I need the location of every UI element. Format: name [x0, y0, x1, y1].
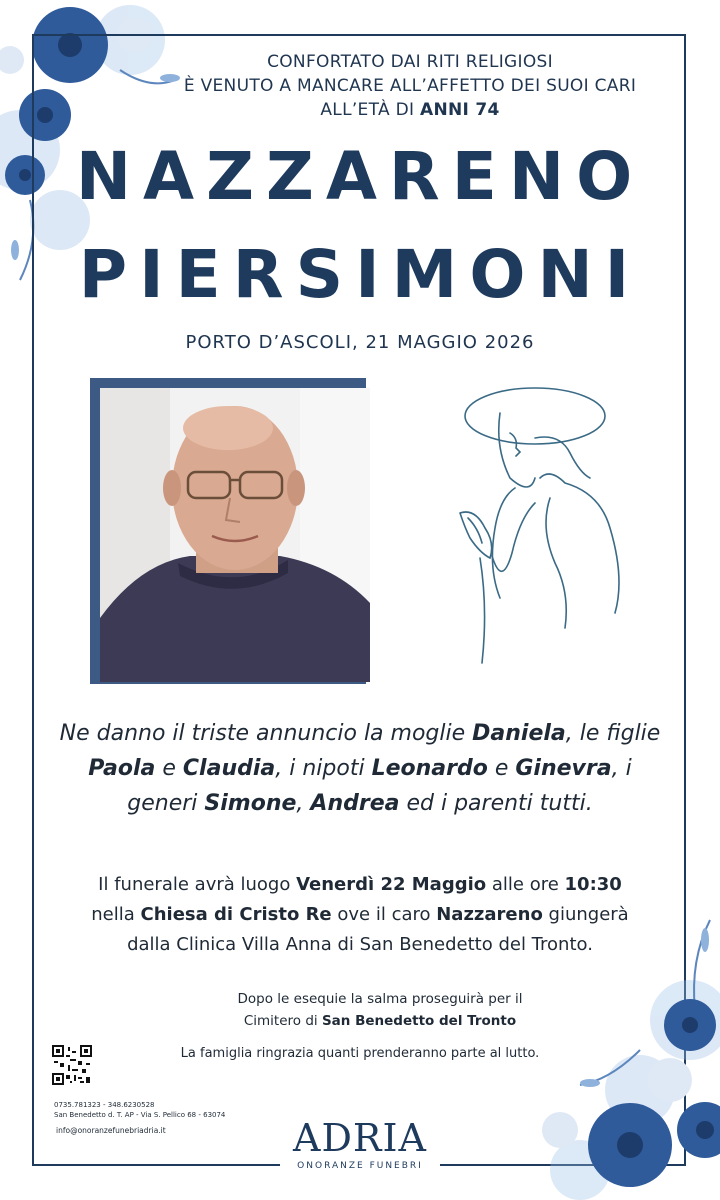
daughter-name-1: Paola — [88, 756, 156, 781]
announce-text-1: Ne danno il triste annuncio la moglie — [59, 721, 473, 746]
agency-logo — [280, 1114, 440, 1184]
qr-code[interactable] — [52, 1045, 92, 1085]
burial-line-1: Dopo le esequie la salma proseguirà per il — [237, 991, 523, 1007]
announce-text-6: , i generi — [127, 756, 632, 816]
funeral-deceased-name: Nazzareno — [436, 904, 543, 925]
grandchild-name-1: Leonardo — [371, 756, 488, 781]
church-name: Chiesa di Cristo Re — [140, 904, 332, 925]
praying-jesus-illustration — [440, 378, 640, 678]
announce-text-5: e — [487, 756, 516, 781]
wife-name: Daniela — [472, 721, 566, 746]
age: ANNI 74 — [420, 100, 500, 120]
funeral-text-2: alle ore — [486, 874, 565, 895]
funeral-line-1 — [50, 870, 670, 900]
agency-tagline: ONORANZE FUNEBRI — [297, 1161, 423, 1171]
intro-line-2: È VENUTO A MANCARE ALL’AFFETTO DEI SUOI CARI — [183, 76, 637, 96]
family-announcement — [50, 716, 670, 821]
intro-line-1: CONFORTATO DAI RITI RELIGIOSI — [267, 52, 553, 72]
agency-contacts — [54, 1100, 225, 1120]
deceased-portrait — [100, 388, 370, 682]
funeral-text-3: nella — [91, 904, 141, 925]
intro-text — [160, 50, 660, 122]
agency-email[interactable]: info@onoranzefunebriadria.it — [56, 1126, 166, 1135]
funeral-text-1: Il funerale avrà luogo — [98, 874, 297, 895]
family-thanks: La famiglia ringrazia quanti prenderanno parte al lutto. — [180, 1046, 540, 1061]
funeral-time: 10:30 — [564, 874, 622, 895]
place-date: PORTO D’ASCOLI, 21 MAGGIO 2026 — [185, 332, 535, 353]
agency-logo-text: ADRIA — [293, 1116, 427, 1160]
grandchild-name-2: Ginevra — [515, 756, 612, 781]
agency-phones: 0735.781323 - 348.6230528 — [54, 1101, 155, 1109]
agency-address: San Benedetto d. T. AP - Via S. Pellico 68 - 63074 — [54, 1111, 226, 1119]
son-in-law-name-2: Andrea — [310, 791, 400, 816]
announce-text-8: ed i parenti tutti. — [399, 791, 593, 816]
intro-line-3 — [160, 98, 660, 122]
announce-text-7: , — [296, 791, 311, 816]
funeral-line-3: dalla Clinica Villa Anna di San Benedetto del Tronto. — [127, 934, 593, 955]
age-prefix: ALL’ETÀ DI — [320, 100, 420, 120]
announce-text-3: e — [155, 756, 183, 781]
daughter-name-2: Claudia — [182, 756, 276, 781]
deceased-first-name: NAZZARENO — [75, 138, 645, 215]
deceased-last-name: PIERSIMONI — [78, 236, 642, 313]
funeral-text-4: ove il caro — [331, 904, 437, 925]
funeral-date: Venerdì 22 Maggio — [296, 874, 487, 895]
announce-text-4: , i nipoti — [275, 756, 372, 781]
cemetery-place: San Benedetto del Tronto — [321, 1013, 517, 1029]
announce-text-2: , le figlie — [565, 721, 661, 746]
son-in-law-name-1: Simone — [204, 791, 297, 816]
flower-decoration-bottom-right — [520, 900, 720, 1200]
burial-text-2: Cimitero di — [243, 1013, 322, 1029]
funeral-text-5: giungerà — [542, 904, 629, 925]
